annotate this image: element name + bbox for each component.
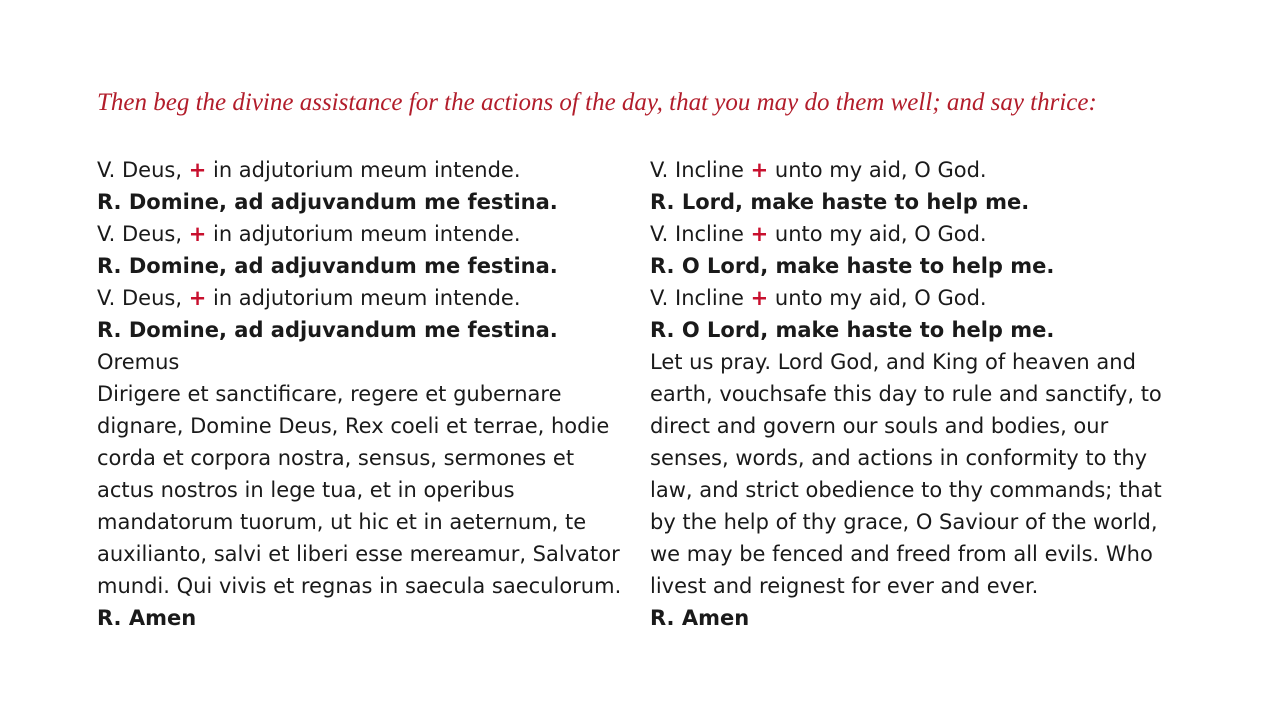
cross-icon: + <box>188 286 207 310</box>
versicle-text: V. Incline <box>650 222 751 246</box>
versicle-text: V. Incline <box>650 286 751 310</box>
english-prayer-line: Let us pray. Lord God, and King of heaven and <box>650 350 1136 374</box>
english-versicle-2 <box>650 218 1180 250</box>
latin-prayer-line: dignare, Domine Deus, Rex coeli et terrae, hodie <box>97 414 610 438</box>
latin-amen: R. Amen <box>97 606 197 630</box>
english-prayer-line: by the help of thy grace, O Saviour of the world, <box>650 510 1158 534</box>
cross-icon: + <box>750 222 769 246</box>
latin-versicle-3 <box>97 282 637 314</box>
versicle-text: in adjutorium meum intende. <box>206 158 521 182</box>
latin-response-2: R. Domine, ad adjuvandum me festina. <box>97 254 558 278</box>
latin-prayer-line: actus nostros in lege tua, et in operibus <box>97 478 515 502</box>
versicle-text: unto my aid, O God. <box>768 222 987 246</box>
english-prayer-line: livest and reignest for ever and ever. <box>650 574 1039 598</box>
english-response-1: R. Lord, make haste to help me. <box>650 190 1030 214</box>
english-response-2: R. O Lord, make haste to help me. <box>650 254 1055 278</box>
latin-oremus: Oremus <box>97 350 180 374</box>
english-response-3: R. O Lord, make haste to help me. <box>650 318 1055 342</box>
english-prayer-line: direct and govern our souls and bodies, our <box>650 414 1109 438</box>
latin-response-1: R. Domine, ad adjuvandum me festina. <box>97 190 558 214</box>
versicle-text: V. Deus, <box>97 286 189 310</box>
versicle-text: unto my aid, O God. <box>768 158 987 182</box>
cross-icon: + <box>750 286 769 310</box>
latin-column <box>97 154 637 634</box>
english-versicle-3 <box>650 282 1180 314</box>
versicle-text: unto my aid, O God. <box>768 286 987 310</box>
english-prayer-line: earth, vouchsafe this day to rule and sanctify, to <box>650 382 1162 406</box>
versicle-text: V. Deus, <box>97 222 189 246</box>
english-column <box>650 154 1180 634</box>
cross-icon: + <box>750 158 769 182</box>
rubric-instruction: Then beg the divine assistance for the actions of the day, that you may do them well; and say thrice: <box>97 89 1097 116</box>
cross-icon: + <box>188 158 207 182</box>
versicle-text: V. Deus, <box>97 158 189 182</box>
latin-prayer-line: mundi. Qui vivis et regnas in saecula saeculorum. <box>97 574 622 598</box>
latin-prayer-line: Dirigere et sanctificare, regere et gubernare <box>97 382 562 406</box>
english-prayer-line: we may be fenced and freed from all evils. Who <box>650 542 1153 566</box>
english-prayer-line: law, and strict obedience to thy commands; that <box>650 478 1162 502</box>
latin-prayer-line: mandatorum tuorum, ut hic et in aeternum, te <box>97 510 587 534</box>
english-versicle-1 <box>650 154 1180 186</box>
latin-versicle-1 <box>97 154 637 186</box>
latin-versicle-2 <box>97 218 637 250</box>
versicle-text: in adjutorium meum intende. <box>206 286 521 310</box>
latin-prayer-line: auxilianto, salvi et liberi esse mereamur, Salvator <box>97 542 620 566</box>
latin-response-3: R. Domine, ad adjuvandum me festina. <box>97 318 558 342</box>
versicle-text: V. Incline <box>650 158 751 182</box>
latin-prayer-line: corda et corpora nostra, sensus, sermones et <box>97 446 575 470</box>
english-amen: R. Amen <box>650 606 750 630</box>
cross-icon: + <box>188 222 207 246</box>
versicle-text: in adjutorium meum intende. <box>206 222 521 246</box>
english-prayer-line: senses, words, and actions in conformity to thy <box>650 446 1148 470</box>
